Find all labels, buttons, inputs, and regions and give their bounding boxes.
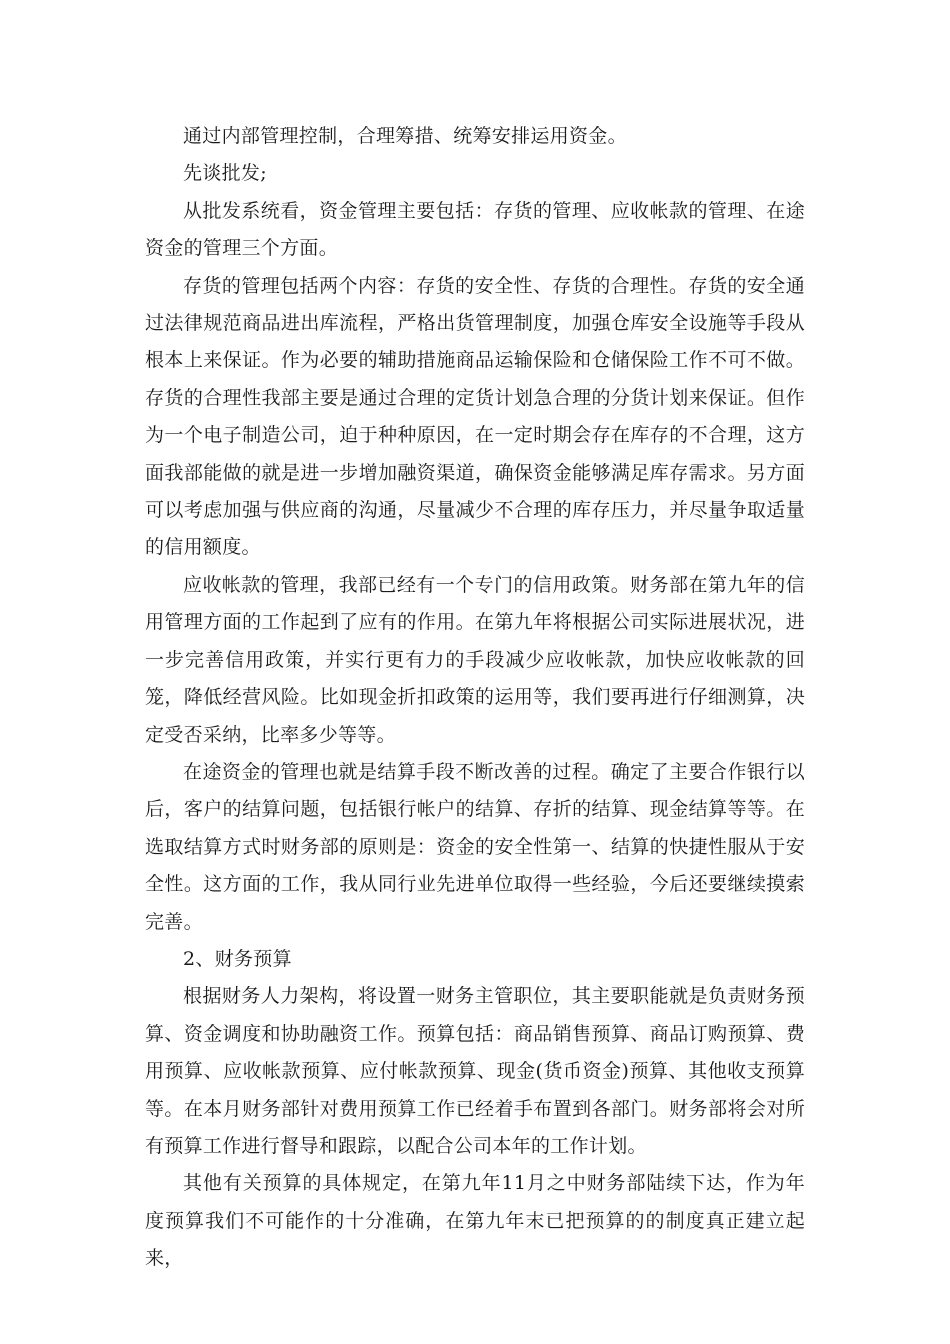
paragraph-budget-rules: 其他有关预算的具体规定，在第九年11月之中财务部陆续下达，作为年度预算我们不可能作的十分准确，在第九年末已把预算的的制度真正建立起来， — [145, 1172, 805, 1270]
document-page — [145, 118, 805, 1278]
paragraph-budget-structure: 根据财务人力架构，将设置一财务主管职位，其主要职能就是负责财务预算、资金调度和协助融资工作。预算包括：商品销售预算、商品订购预算、费用预算、应收帐款预算、应付帐款预算、现金(货币资金)预算、其他收支预算等。在本月财务部针对费用预算工作已经着手布置到各部门。财务部将会对所有预算工作进行督导和跟踪，以配合公司本年的工作计划。 — [145, 985, 805, 1157]
paragraph-funds-control: 通过内部管理控制，合理筹措、统筹安排运用资金。 — [183, 125, 627, 147]
paragraph-wholesale-intro: 先谈批发; — [183, 162, 267, 185]
section-heading-budget: 2、财务预算 — [183, 947, 292, 970]
paragraph-wholesale-funds: 从批发系统看，资金管理主要包括：存货的管理、应收帐款的管理、在途资金的管理三个方面。 — [145, 199, 805, 260]
paragraph-transit-funds: 在途资金的管理也就是结算手段不断改善的过程。确定了主要合作银行以后，客户的结算问题，包括银行帐户的结算、存折的结算、现金结算等等。在选取结算方式时财务部的原则是：资金的安全性第一、结算的快捷性服从于安全性。这方面的工作，我从同行业先进单位取得一些经验，今后还要继续摸索完善。 — [145, 760, 805, 933]
paragraph-receivables-management: 应收帐款的管理，我部已经有一个专门的信用政策。财务部在第九年的信用管理方面的工作起到了应有的作用。在第九年将根据公司实际进展状况，进一步完善信用政策，并实行更有力的手段减少应收帐款，加快应收帐款的回笼，降低经营风险。比如现金折扣政策的运用等，我们要再进行仔细测算，决定受否采纳，比率多少等等。 — [145, 573, 805, 746]
paragraph-inventory-management: 存货的管理包括两个内容：存货的安全性、存货的合理性。存货的安全通过法律规范商品进出库流程，严格出货管理制度，加强仓库安全设施等手段从根本上来保证。作为必要的辅助措施商品运输保险和仓储保险工作不可不做。存货的合理性我部主要是通过合理的定货计划急合理的分货计划来保证。但作为一个电子制造公司，迫于种种原因，在一定时期会存在库存的不合理，这方面我部能做的就是进一步增加融资渠道，确保资金能够满足库存需求。另方面可以考虑加强与供应商的沟通，尽量减少不合理的库存压力，并尽量争取适量的信用额度。 — [145, 274, 805, 559]
